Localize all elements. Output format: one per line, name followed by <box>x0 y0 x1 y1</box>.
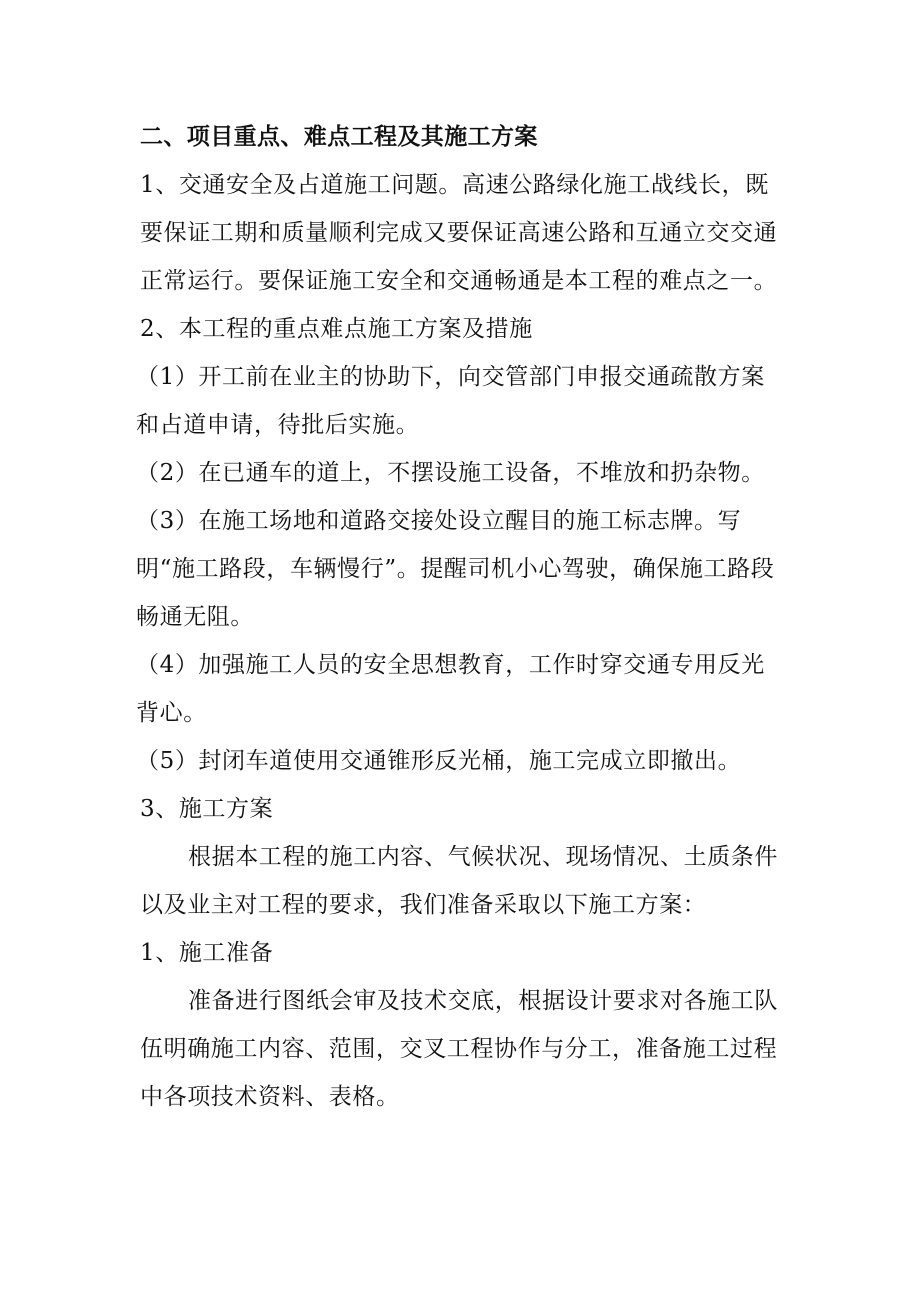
subheading-construction-plan: 3、施工方案 <box>140 796 274 822</box>
paragraph-key-measures-title: 2、本工程的重点难点施工方案及措施 <box>140 316 533 342</box>
measure-item-3: （3）在施工场地和道路交接处设立醒目的施工标志牌。写明“施工路段，车辆慢行”。提醒司机小心驾驶，确保施工路段畅通无阻。 <box>136 508 775 630</box>
measure-item-2: （2）在已通车的道上，不摆设施工设备，不堆放和扔杂物。 <box>136 460 765 486</box>
document-body <box>136 113 785 1121</box>
paragraph-plan-intro: 根据本工程的施工内容、气候状况、现场情况、土质条件以及业主对工程的要求，我们准备采取以下施工方案： <box>140 844 778 918</box>
section-heading: 二、项目重点、难点工程及其施工方案 <box>140 124 538 150</box>
paragraph-preparation: 准备进行图纸会审及技术交底，根据设计要求对各施工队伍明确施工内容、范围，交叉工程协作与分工，准备施工过程中各项技术资料、表格。 <box>140 988 778 1110</box>
measure-item-4: （4）加强施工人员的安全思想教育，工作时穿交通专用反光背心。 <box>136 652 765 726</box>
measure-item-1: （1）开工前在业主的协助下，向交管部门申报交通疏散方案和占道申请，待批后实施。 <box>136 364 765 438</box>
measure-item-5: （5）封闭车道使用交通锥形反光桶，施工完成立即撤出。 <box>136 748 742 774</box>
subheading-preparation: 1、施工准备 <box>140 940 274 966</box>
paragraph-traffic-safety: 1、交通安全及占道施工问题。高速公路绿化施工战线长，既要保证工期和质量顺利完成又要保证高速公路和互通立交交通正常运行。要保证施工安全和交通畅通是本工程的难点之一。 <box>140 172 778 294</box>
